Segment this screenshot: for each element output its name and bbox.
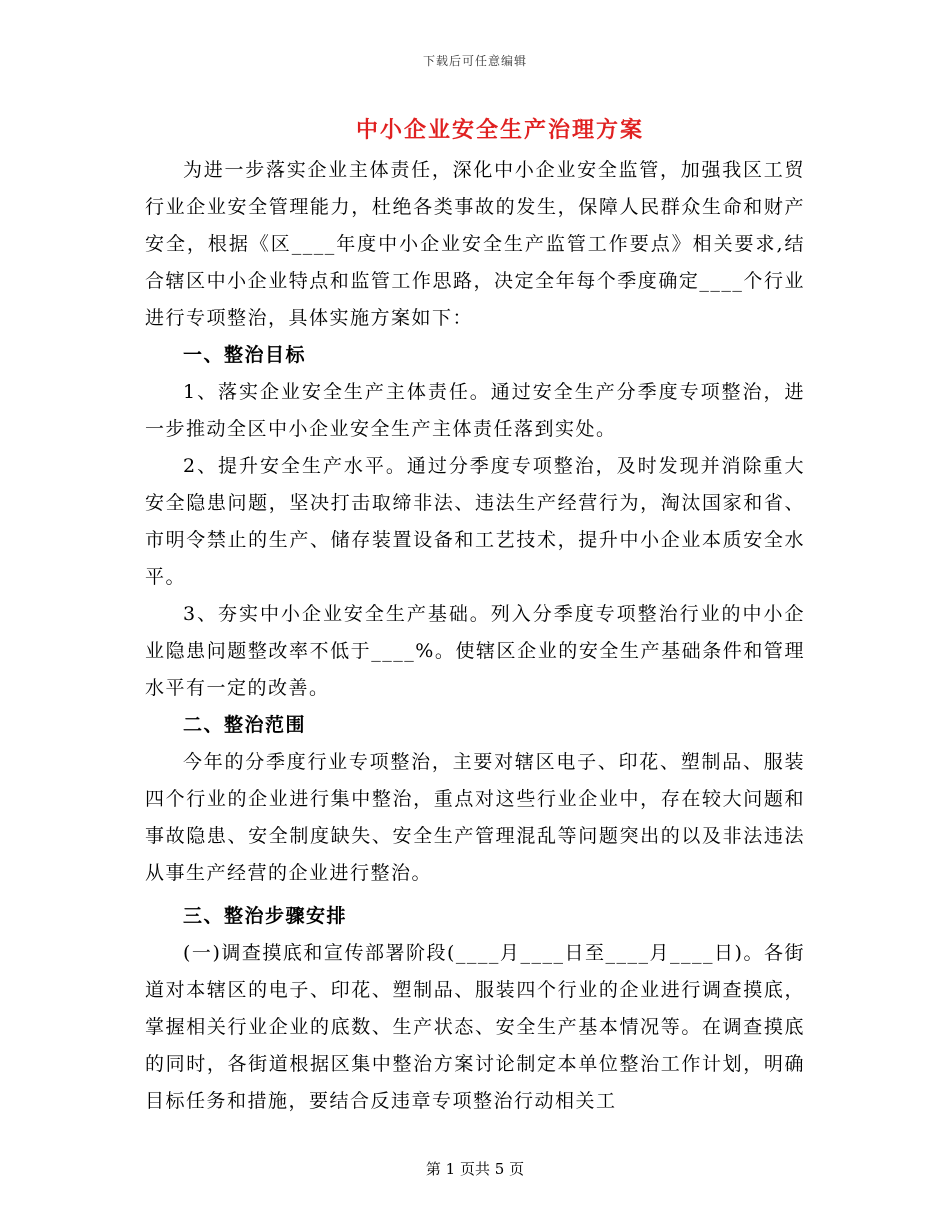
goal-paragraph-1: 1、落实企业安全生产主体责任。通过安全生产分季度专项整治，进一步推动全区中小企业安全生产主体责任落到实处。 (145, 381, 805, 440)
goal-paragraph-2: 2、提升安全生产水平。通过分季度专项整治，及时发现并消除重大安全隐患问题，坚决打击取缔非法、违法生产经营行为，淘汰国家和省、市明令禁止的生产、储存装置设备和工艺技术，提升中小企业本质安全水平。 (145, 455, 805, 588)
document-body (145, 152, 805, 1120)
section-heading-steps: 三、整治步骤安排 (183, 905, 348, 927)
section-heading-scope: 二、整治范围 (183, 714, 307, 736)
steps-paragraph-1: (一)调查摸底和宣传部署阶段(____月____日至____月____日)。各街道对本辖区的电子、印花、塑制品、服装四个行业的企业进行调查摸底，掌握相关行业企业的底数、生产状态、安全生产基本情况等。在调查摸底的同时，各街道根据区集中整治方案讨论制定本单位整治工作计划，明确目标任务和措施，要结合反违章专项整治行动相关工 (145, 942, 805, 1112)
scope-paragraph: 今年的分季度行业专项整治，主要对辖区电子、印花、塑制品、服装四个行业的企业进行集中整治，重点对这些行业企业中，存在较大问题和事故隐患、安全制度缺失、安全生产管理混乱等问题突出的以及非法违法从事生产经营的企业进行整治。 (145, 751, 805, 884)
page-footer: 第 1 页共 5 页 (425, 1160, 525, 1178)
intro-paragraph: 为进一步落实企业主体责任，深化中小企业安全监管，加强我区工贸行业企业安全管理能力，杜绝各类事故的发生，保障人民群众生命和财产安全，根据《区____年度中小企业安全生产监管工作要点》相关要求,结合辖区中小企业特点和监管工作思路，决定全年每个季度确定____个行业进行专项整治，具体实施方案如下： (145, 159, 805, 329)
section-heading-goals: 一、整治目标 (183, 344, 307, 366)
document-title: 中小企业安全生产治理方案 (355, 117, 644, 143)
goal-paragraph-3: 3、夯实中小企业安全生产基础。列入分季度专项整治行业的中小企业隐患问题整改率不低于____%。使辖区企业的安全生产基础条件和管理水平有一定的改善。 (145, 603, 805, 699)
header-note: 下载后可任意编辑 (422, 54, 527, 68)
